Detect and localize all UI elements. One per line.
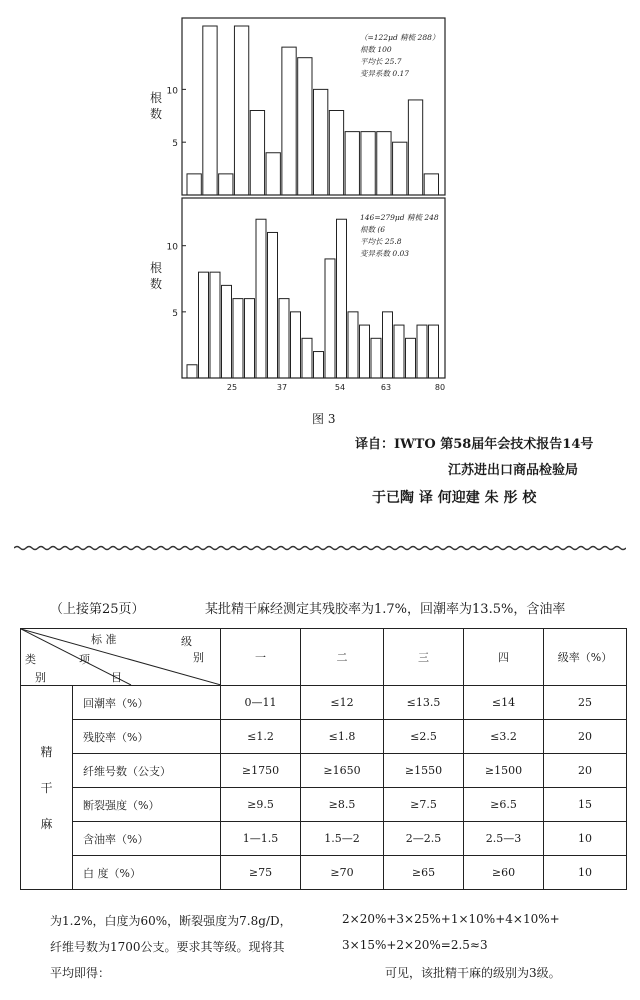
bottom-histogram-bar [394, 325, 404, 378]
top-ytick-label: 10 [166, 86, 178, 97]
source-line-1: 译自：IWTO 第58届年会技术报告14号 [355, 437, 594, 452]
top-histogram-bar [187, 174, 201, 195]
source-line-2: 江苏进出口商品检验局 [448, 463, 579, 478]
table-row [21, 822, 627, 856]
credits-line: 于已陶 译 何迎建 朱 彤 校 [372, 490, 537, 506]
bottom-histogram-bar [187, 365, 197, 378]
row-value: 2—2.5 [384, 822, 464, 856]
bottom-legend-line: 根数 (6 [360, 225, 386, 234]
x-tick-labels [227, 383, 445, 392]
category-char-3: 麻 [40, 816, 53, 831]
top-panel-ylabel: 根数 [150, 91, 163, 121]
bottom-histogram-bar [279, 299, 289, 378]
table-row [21, 788, 627, 822]
row-weight: 10 [544, 822, 627, 856]
row-item: 纤维号数（公支） [73, 754, 221, 788]
x-tick-label: 54 [334, 383, 346, 392]
table-row [21, 754, 627, 788]
row-value: ≤2.5 [384, 720, 464, 754]
row-value: ≥1750 [221, 754, 301, 788]
row-item: 白 度（%） [73, 856, 221, 890]
row-value: ≤13.5 [384, 686, 464, 720]
row-weight: 20 [544, 754, 627, 788]
figure-caption: 图 3 [312, 412, 336, 426]
row-value: ≥75 [221, 856, 301, 890]
header-item: 项 [79, 653, 90, 666]
top-legend-line: 变异系数 0.17 [360, 69, 410, 78]
category-cell [21, 686, 73, 890]
row-value: ≤14 [464, 686, 544, 720]
top-histogram-bar [282, 47, 296, 195]
intro-paragraph: 某批精干麻经测定其残胶率为1.7%，回潮率为13.5%，含油率 [205, 602, 566, 617]
row-weight: 15 [544, 788, 627, 822]
bottom-histogram-bar [210, 272, 220, 378]
bottom-histogram-bar [268, 232, 278, 378]
row-value: ≤1.2 [221, 720, 301, 754]
x-tick-label: 37 [276, 383, 288, 392]
bottom-histogram-bar [325, 259, 335, 378]
bottom-panel-ylabel: 根数 [150, 261, 163, 291]
bottom-histogram-bar [406, 338, 416, 378]
top-legend-line: （=122μd 精梳 288） [360, 33, 440, 42]
row-weight: 20 [544, 720, 627, 754]
header-grade-2: 别 [193, 651, 204, 664]
bottom-histogram-bar [417, 325, 427, 378]
x-tick-label: 63 [380, 383, 392, 392]
top-histogram-bar [361, 132, 375, 195]
bottom-histogram-bar [245, 299, 255, 378]
bottom-histogram-bar [199, 272, 209, 378]
section-divider [14, 545, 626, 551]
top-histogram-bar [298, 58, 312, 195]
footer-right-line-2: 3×15%+2×20%=2.5≈3 [342, 938, 488, 952]
header-standard: 标 准 [91, 633, 117, 646]
row-value: ≤12 [301, 686, 384, 720]
top-legend-line: 根数 100 [360, 45, 392, 54]
category-char-2: 干 [40, 780, 53, 795]
grade-header-4: 四 [464, 629, 544, 686]
bottom-legend-line: 平均长 25.8 [360, 237, 402, 246]
top-histogram-bar [377, 132, 391, 195]
row-value: ≥9.5 [221, 788, 301, 822]
bottom-histogram-bar [256, 219, 266, 378]
table-row [21, 856, 627, 890]
header-category: 类 [25, 653, 36, 666]
row-weight: 10 [544, 856, 627, 890]
header-item-2: 目 [111, 671, 122, 684]
bottom-histogram-bar [233, 299, 243, 378]
grade-header-1: 一 [221, 629, 301, 686]
bottom-histogram-bar [371, 338, 381, 378]
row-value: ≥60 [464, 856, 544, 890]
bottom-histogram-bar [222, 285, 232, 378]
table-row [21, 720, 627, 754]
footer-left-line-2: 纤维号数为1700公支。要求其等级。现将其 [50, 940, 285, 954]
top-histogram-bar [408, 100, 422, 195]
row-value: ≥1500 [464, 754, 544, 788]
bottom-histogram-bar [429, 325, 439, 378]
top-histogram-bar [314, 89, 328, 195]
bottom-histogram-bar [337, 219, 347, 378]
top-histogram-bar [266, 153, 280, 195]
row-item: 断裂强度（%） [73, 788, 221, 822]
row-value: ≥6.5 [464, 788, 544, 822]
row-item: 回潮率（%） [73, 686, 221, 720]
bottom-legend-line: 146=279μd 精梳 248 [360, 213, 439, 222]
histogram-figure [160, 10, 460, 400]
top-histogram-bar [203, 26, 217, 195]
row-value: ≤3.2 [464, 720, 544, 754]
bottom-ytick-label: 5 [172, 308, 178, 319]
table-row [21, 686, 627, 720]
top-histogram-bar [219, 174, 233, 195]
row-value: ≥7.5 [384, 788, 464, 822]
top-histogram-bar [234, 26, 248, 195]
row-value: ≥1650 [301, 754, 384, 788]
top-histogram-bar [329, 111, 343, 196]
grade-header-2: 二 [301, 629, 384, 686]
top-histogram-panel [167, 18, 445, 195]
row-value: ≥8.5 [301, 788, 384, 822]
bottom-histogram-bar [348, 312, 358, 378]
category-char-1: 精 [40, 744, 53, 759]
top-histogram-bar [424, 174, 438, 195]
row-value: ≤1.8 [301, 720, 384, 754]
header-grade: 级 [181, 635, 192, 648]
bottom-histogram-bar [314, 352, 324, 378]
row-value: 0—11 [221, 686, 301, 720]
top-ytick-label: 5 [172, 139, 178, 150]
footer-left-line-1: 为1.2%，白度为60%，断裂强度为7.8g/D， [50, 914, 292, 928]
bottom-histogram-bar [383, 312, 393, 378]
header-category-2: 别 [35, 671, 46, 684]
row-weight: 25 [544, 686, 627, 720]
footer-right-line-1: 2×20%+3×25%+1×10%+4×10%+ [342, 912, 560, 926]
bottom-histogram-panel [167, 198, 445, 378]
footer-right-line-3: 可见，该批精干麻的级别为3级。 [385, 966, 561, 980]
top-legend-line: 平均长 25.7 [360, 57, 402, 66]
top-histogram-bar [250, 111, 264, 196]
bottom-ytick-label: 10 [166, 242, 178, 253]
row-value: ≥1550 [384, 754, 464, 788]
row-item: 残胶率（%） [73, 720, 221, 754]
bottom-legend-line: 变异系数 0.03 [360, 249, 410, 258]
top-histogram-bar [345, 132, 359, 195]
row-value: 1—1.5 [221, 822, 301, 856]
grading-standard-table [20, 628, 627, 890]
footer-left-line-3: 平均即得： [50, 966, 111, 980]
top-histogram-bar [393, 142, 407, 195]
row-value: ≥65 [384, 856, 464, 890]
continued-from-note: （上接第25页） [50, 602, 145, 617]
x-tick-label: 25 [226, 383, 238, 392]
bottom-histogram-bar [291, 312, 301, 378]
grade-header-3: 三 [384, 629, 464, 686]
row-item: 含油率（%） [73, 822, 221, 856]
weight-header: 级率（%） [544, 629, 627, 686]
bottom-histogram-bar [360, 325, 370, 378]
x-tick-label: 80 [434, 383, 446, 392]
bottom-histogram-bar [302, 338, 312, 378]
row-value: ≥70 [301, 856, 384, 890]
diagonal-header-cell [21, 629, 221, 686]
row-value: 1.5—2 [301, 822, 384, 856]
row-value: 2.5—3 [464, 822, 544, 856]
